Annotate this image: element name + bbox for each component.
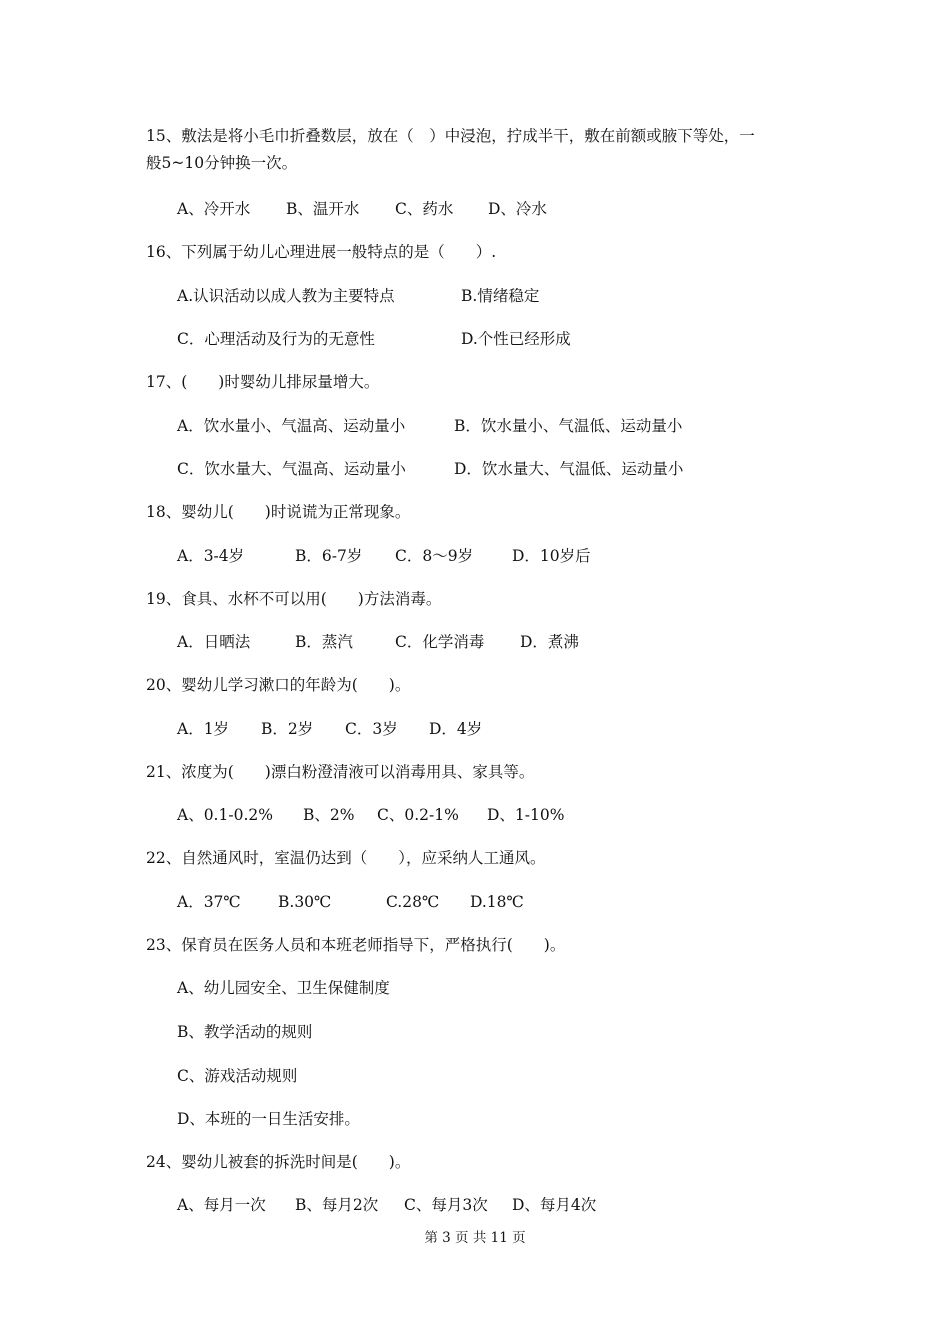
- question-stem: 15、敷法是将小毛巾折叠数层，放在（ ）中浸泡，拧成半干，敷在前额或腋下等处，一: [146, 127, 755, 145]
- answer-option[interactable]: D.个性已经形成: [461, 330, 571, 348]
- answer-option[interactable]: A.认识活动以成人教为主要特点: [177, 287, 395, 305]
- answer-option[interactable]: A、每月一次: [177, 1196, 266, 1214]
- answer-option[interactable]: B．饮水量小、气温低、运动量小: [454, 417, 683, 435]
- answer-option[interactable]: D、1-10%: [487, 806, 565, 824]
- answer-option[interactable]: C.28℃: [386, 893, 440, 911]
- page-footer: 第 3 页 共 11 页: [424, 1230, 526, 1246]
- question-stem: 般5~10分钟换一次。: [146, 154, 298, 172]
- answer-option[interactable]: D、冷水: [488, 200, 547, 218]
- answer-option[interactable]: A、幼儿园安全、卫生保健制度: [177, 979, 390, 997]
- answer-option[interactable]: C．化学消毒: [395, 633, 485, 651]
- answer-option[interactable]: C、游戏活动规则: [177, 1067, 298, 1085]
- answer-option[interactable]: D．饮水量大、气温低、运动量小: [454, 460, 684, 478]
- question-stem: 21、浓度为( )漂白粉澄清液可以消毒用具、家具等。: [146, 763, 535, 781]
- answer-option[interactable]: A、冷开水: [177, 200, 251, 218]
- answer-option[interactable]: C、每月3次: [404, 1196, 488, 1214]
- answer-option[interactable]: D、本班的一日生活安排。: [177, 1110, 360, 1128]
- answer-option[interactable]: C．3岁: [345, 720, 398, 738]
- answer-option[interactable]: B、温开水: [286, 200, 360, 218]
- answer-option[interactable]: B．蒸汽: [295, 633, 353, 651]
- answer-option[interactable]: A．1岁: [177, 720, 230, 738]
- answer-option[interactable]: B、2%: [303, 806, 355, 824]
- answer-option[interactable]: C、药水: [395, 200, 454, 218]
- answer-option[interactable]: D、每月4次: [512, 1196, 597, 1214]
- question-stem: 18、婴幼儿( )时说谎为正常现象。: [146, 503, 411, 521]
- answer-option[interactable]: A．饮水量小、气温高、运动量小: [177, 417, 406, 435]
- answer-option[interactable]: D.18℃: [470, 893, 524, 911]
- question-stem: 19、食具、水杯不可以用( )方法消毒。: [146, 590, 442, 608]
- answer-option[interactable]: D．煮沸: [520, 633, 579, 651]
- answer-option[interactable]: B．2岁: [261, 720, 314, 738]
- answer-option[interactable]: A．日晒法: [177, 633, 251, 651]
- answer-option[interactable]: A．3-4岁: [177, 547, 245, 565]
- answer-option[interactable]: B．6-7岁: [295, 547, 363, 565]
- answer-option[interactable]: A．37℃: [177, 893, 241, 911]
- question-stem: 23、保育员在医务人员和本班老师指导下，严格执行( )。: [146, 936, 566, 954]
- answer-option[interactable]: C．饮水量大、气温高、运动量小: [177, 460, 406, 478]
- answer-option[interactable]: B.30℃: [278, 893, 332, 911]
- answer-option[interactable]: D．4岁: [429, 720, 483, 738]
- answer-option[interactable]: C．心理活动及行为的无意性: [177, 330, 375, 348]
- question-stem: 16、下列属于幼儿心理进展一般特点的是（ ）.: [146, 243, 497, 261]
- answer-option[interactable]: D．10岁后: [512, 547, 591, 565]
- question-stem: 24、婴幼儿被套的拆洗时间是( )。: [146, 1153, 411, 1171]
- answer-option[interactable]: A、0.1-0.2%: [177, 806, 273, 824]
- question-stem: 17、( )时婴幼儿排尿量增大。: [146, 373, 380, 391]
- answer-option[interactable]: C．8～9岁: [395, 547, 474, 565]
- question-stem: 22、自然通风时，室温仍达到（ ），应采纳人工通风。: [146, 849, 546, 867]
- answer-option[interactable]: B.情绪稳定: [461, 287, 540, 305]
- question-stem: 20、婴幼儿学习漱口的年龄为( )。: [146, 676, 411, 694]
- answer-option[interactable]: B、每月2次: [295, 1196, 379, 1214]
- answer-option[interactable]: C、0.2-1%: [377, 806, 459, 824]
- answer-option[interactable]: B、教学活动的规则: [177, 1023, 313, 1041]
